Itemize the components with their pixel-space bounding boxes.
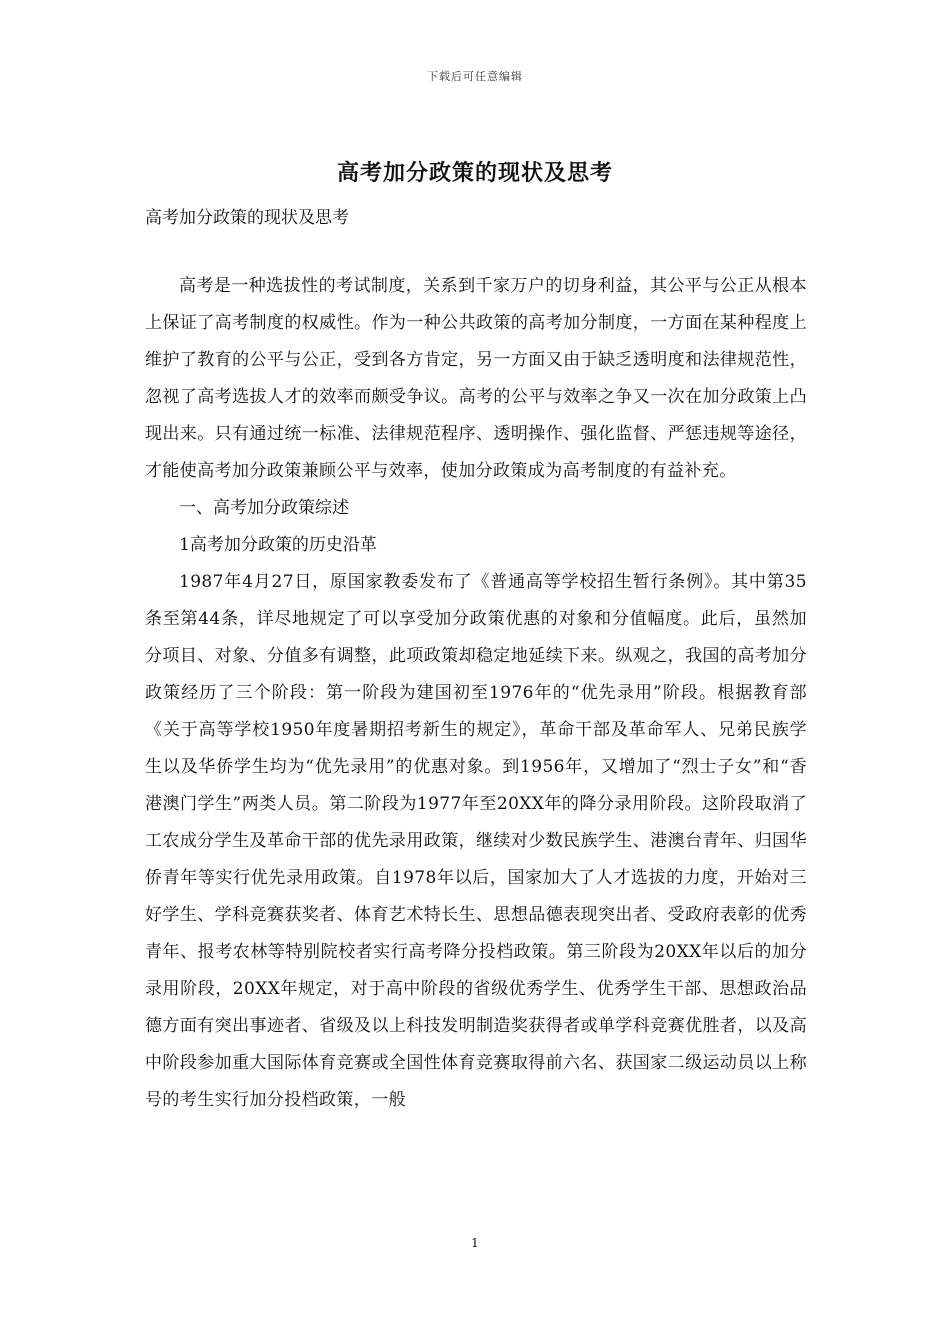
history-paragraph: 1987年4月27日，原国家教委发布了《普通高等学校招生暂行条例》。其中第35条至第44条，详尽地规定了可以享受加分政策优惠的对象和分值幅度。此后，虽然加分项目、对象、分值多有调整，此项政策却稳定地延续下来。纵观之，我国的高考加分政策经历了三个阶段：第一阶段为建国初至1976年的“优先录用”阶段。根据教育部《关于高等学校1950年度暑期招考新生的规定》，革命干部及革命军人、兄弟民族学生以及华侨学生均为“优先录用”的优惠对象。到1956年，又增加了“烈士子女”和“香港澳门学生”两类人员。第二阶段为1977年至20XX年的降分录用阶段。这阶段取消了工农成分学生及革命干部的优先录用政策，继续对少数民族学生、港澳台青年、归国华侨青年等实行优先录用政策。自1978年以后，国家加大了人才选拔的力度，开始对三好学生、学科竞赛获奖者、体育艺术特长生、思想品德表现突出者、受政府表彰的优秀青年、报考农林等特别院校者实行高考降分投档政策。第三阶段为20XX年以后的加分录用阶段，20XX年规定，对于高中阶段的省级优秀学生、优秀学生干部、思想政治品德方面有突出事迹者、省级及以上科技发明制造奖获得者或单学科竞赛优胜者，以及高中阶段参加重大国际体育竞赛或全国性体育竞赛取得前六名、获国家二级运动员以上称号的考生实行加分投档政策，一般 [145, 572, 807, 1110]
subsection-heading: 1高考加分政策的历史沿革 [179, 535, 377, 555]
document-body [145, 268, 807, 1119]
page-number: 1 [471, 1236, 479, 1250]
document-title: 高考加分政策的现状及思考 [336, 160, 613, 186]
document-subtitle: 高考加分政策的现状及思考 [145, 208, 349, 228]
intro-paragraph: 高考是一种选拔性的考试制度，关系到千家万户的切身利益，其公平与公正从根本上保证了高考制度的权威性。作为一种公共政策的高考加分制度，一方面在某种程度上维护了教育的公平与公正，受到各方肯定，另一方面又由于缺乏透明度和法律规范性，忽视了高考选拔人才的效率而颇受争议。高考的公平与效率之争又一次在加分政策上凸现出来。只有通过统一标准、法律规范程序、透明操作、强化监督、严惩违规等途径，才能使高考加分政策兼顾公平与效率，使加分政策成为高考制度的有益补充。 [145, 276, 807, 481]
section-heading: 一、高考加分政策综述 [179, 498, 349, 518]
page-header: 下载后可任意编辑 [427, 70, 523, 83]
